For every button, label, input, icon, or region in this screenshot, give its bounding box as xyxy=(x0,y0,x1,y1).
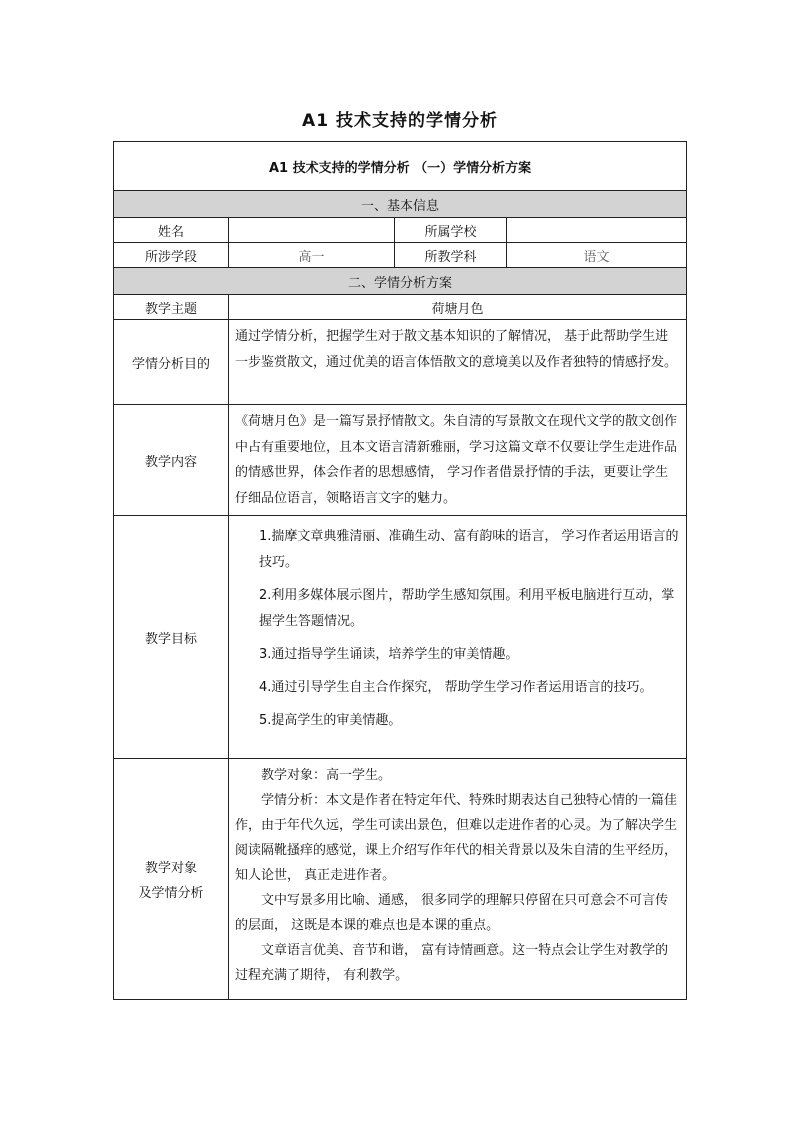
content-text: 《荷塘月色》是一篇写景抒情散文。朱自清的写景散文在现代文学的散文创作中占有重要地位，且本文语言清新雅丽，学习这篇文章不仅要让学生走进作品的情感世界，体会作者的思想感情， 学习作者借景抒情的手法，更要让学生仔细品位语言，领略语言文字的魅力。 xyxy=(229,405,687,516)
topic-label: 教学主题 xyxy=(114,295,229,320)
content-label: 教学内容 xyxy=(114,405,229,516)
analysis-paragraph: 文中写景多用比喻、通感， 很多同学的理解只停留在只可意会不可言传的层面， 这既是本课的难点也是本课的重点。 xyxy=(235,893,669,933)
stage-label: 所涉学段 xyxy=(114,243,229,268)
goals-label: 教学目标 xyxy=(114,516,229,759)
analysis-label-line2: 及学情分析 xyxy=(138,886,204,901)
analysis-paragraph: 文章语言优美、音节和谐， 富有诗情画意。这一特点会让学生对教学的过程充满了期待， 有利教学。 xyxy=(235,943,669,983)
topic-value: 荷塘月色 xyxy=(229,295,687,320)
name-field[interactable] xyxy=(229,218,395,243)
subject-label: 所教学科 xyxy=(395,243,507,268)
analysis-paragraph: 学情分析：本文是作者在特定年代、特殊时期表达自己独特心情的一篇佳作，由于年代久远，学生可读出景色，但难以走进作者的心灵。为了解决学生阅读隔靴搔痒的感觉，课上介绍写作年代的相关背景以及朱自清的生平经历，知人论世， 真正走进作者。 xyxy=(235,793,678,883)
goal-item: 1.揣摩文章典雅清丽、准确生动、富有韵味的语言， 学习作者运用语言的技巧。 xyxy=(259,529,679,570)
analysis-label xyxy=(114,759,229,1000)
table-title: A1 技术支持的学情分析 （一）学情分析方案 xyxy=(114,142,687,191)
goal-item: 2.利用多媒体展示图片，帮助学生感知氛围。利用平板电脑进行互动，掌握学生答题情况。 xyxy=(259,588,675,629)
purpose-label: 学情分析目的 xyxy=(114,320,229,405)
page-title: A1 技术支持的学情分析 xyxy=(302,111,498,131)
stage-field[interactable]: 高一 xyxy=(229,243,395,268)
name-label: 姓名 xyxy=(114,218,229,243)
school-field[interactable] xyxy=(507,218,687,243)
goals-list xyxy=(229,516,687,759)
analysis-paragraph: 教学对象：高一学生。 xyxy=(261,768,392,783)
section-basic-info: 一、基本信息 xyxy=(114,191,687,218)
school-label: 所属学校 xyxy=(395,218,507,243)
analysis-text xyxy=(229,759,687,1000)
goal-item: 4.通过引导学生自主合作探究， 帮助学生学习作者运用语言的技巧。 xyxy=(259,680,653,695)
analysis-form-table xyxy=(113,141,687,1000)
goal-item: 3.通过指导学生诵读，培养学生的审美情趣。 xyxy=(259,647,519,662)
analysis-label-line1: 教学对象 xyxy=(144,861,197,876)
section-analysis-plan: 二、学情分析方案 xyxy=(114,268,687,295)
purpose-text: 通过学情分析，把握学生对于散文基本知识的了解情况， 基于此帮助学生进一步鉴赏散文，通过优美的语言体悟散文的意境美以及作者独特的情感抒发。 xyxy=(229,320,687,405)
subject-field[interactable]: 语文 xyxy=(507,243,687,268)
goal-item: 5.提高学生的审美情趣。 xyxy=(259,713,402,728)
